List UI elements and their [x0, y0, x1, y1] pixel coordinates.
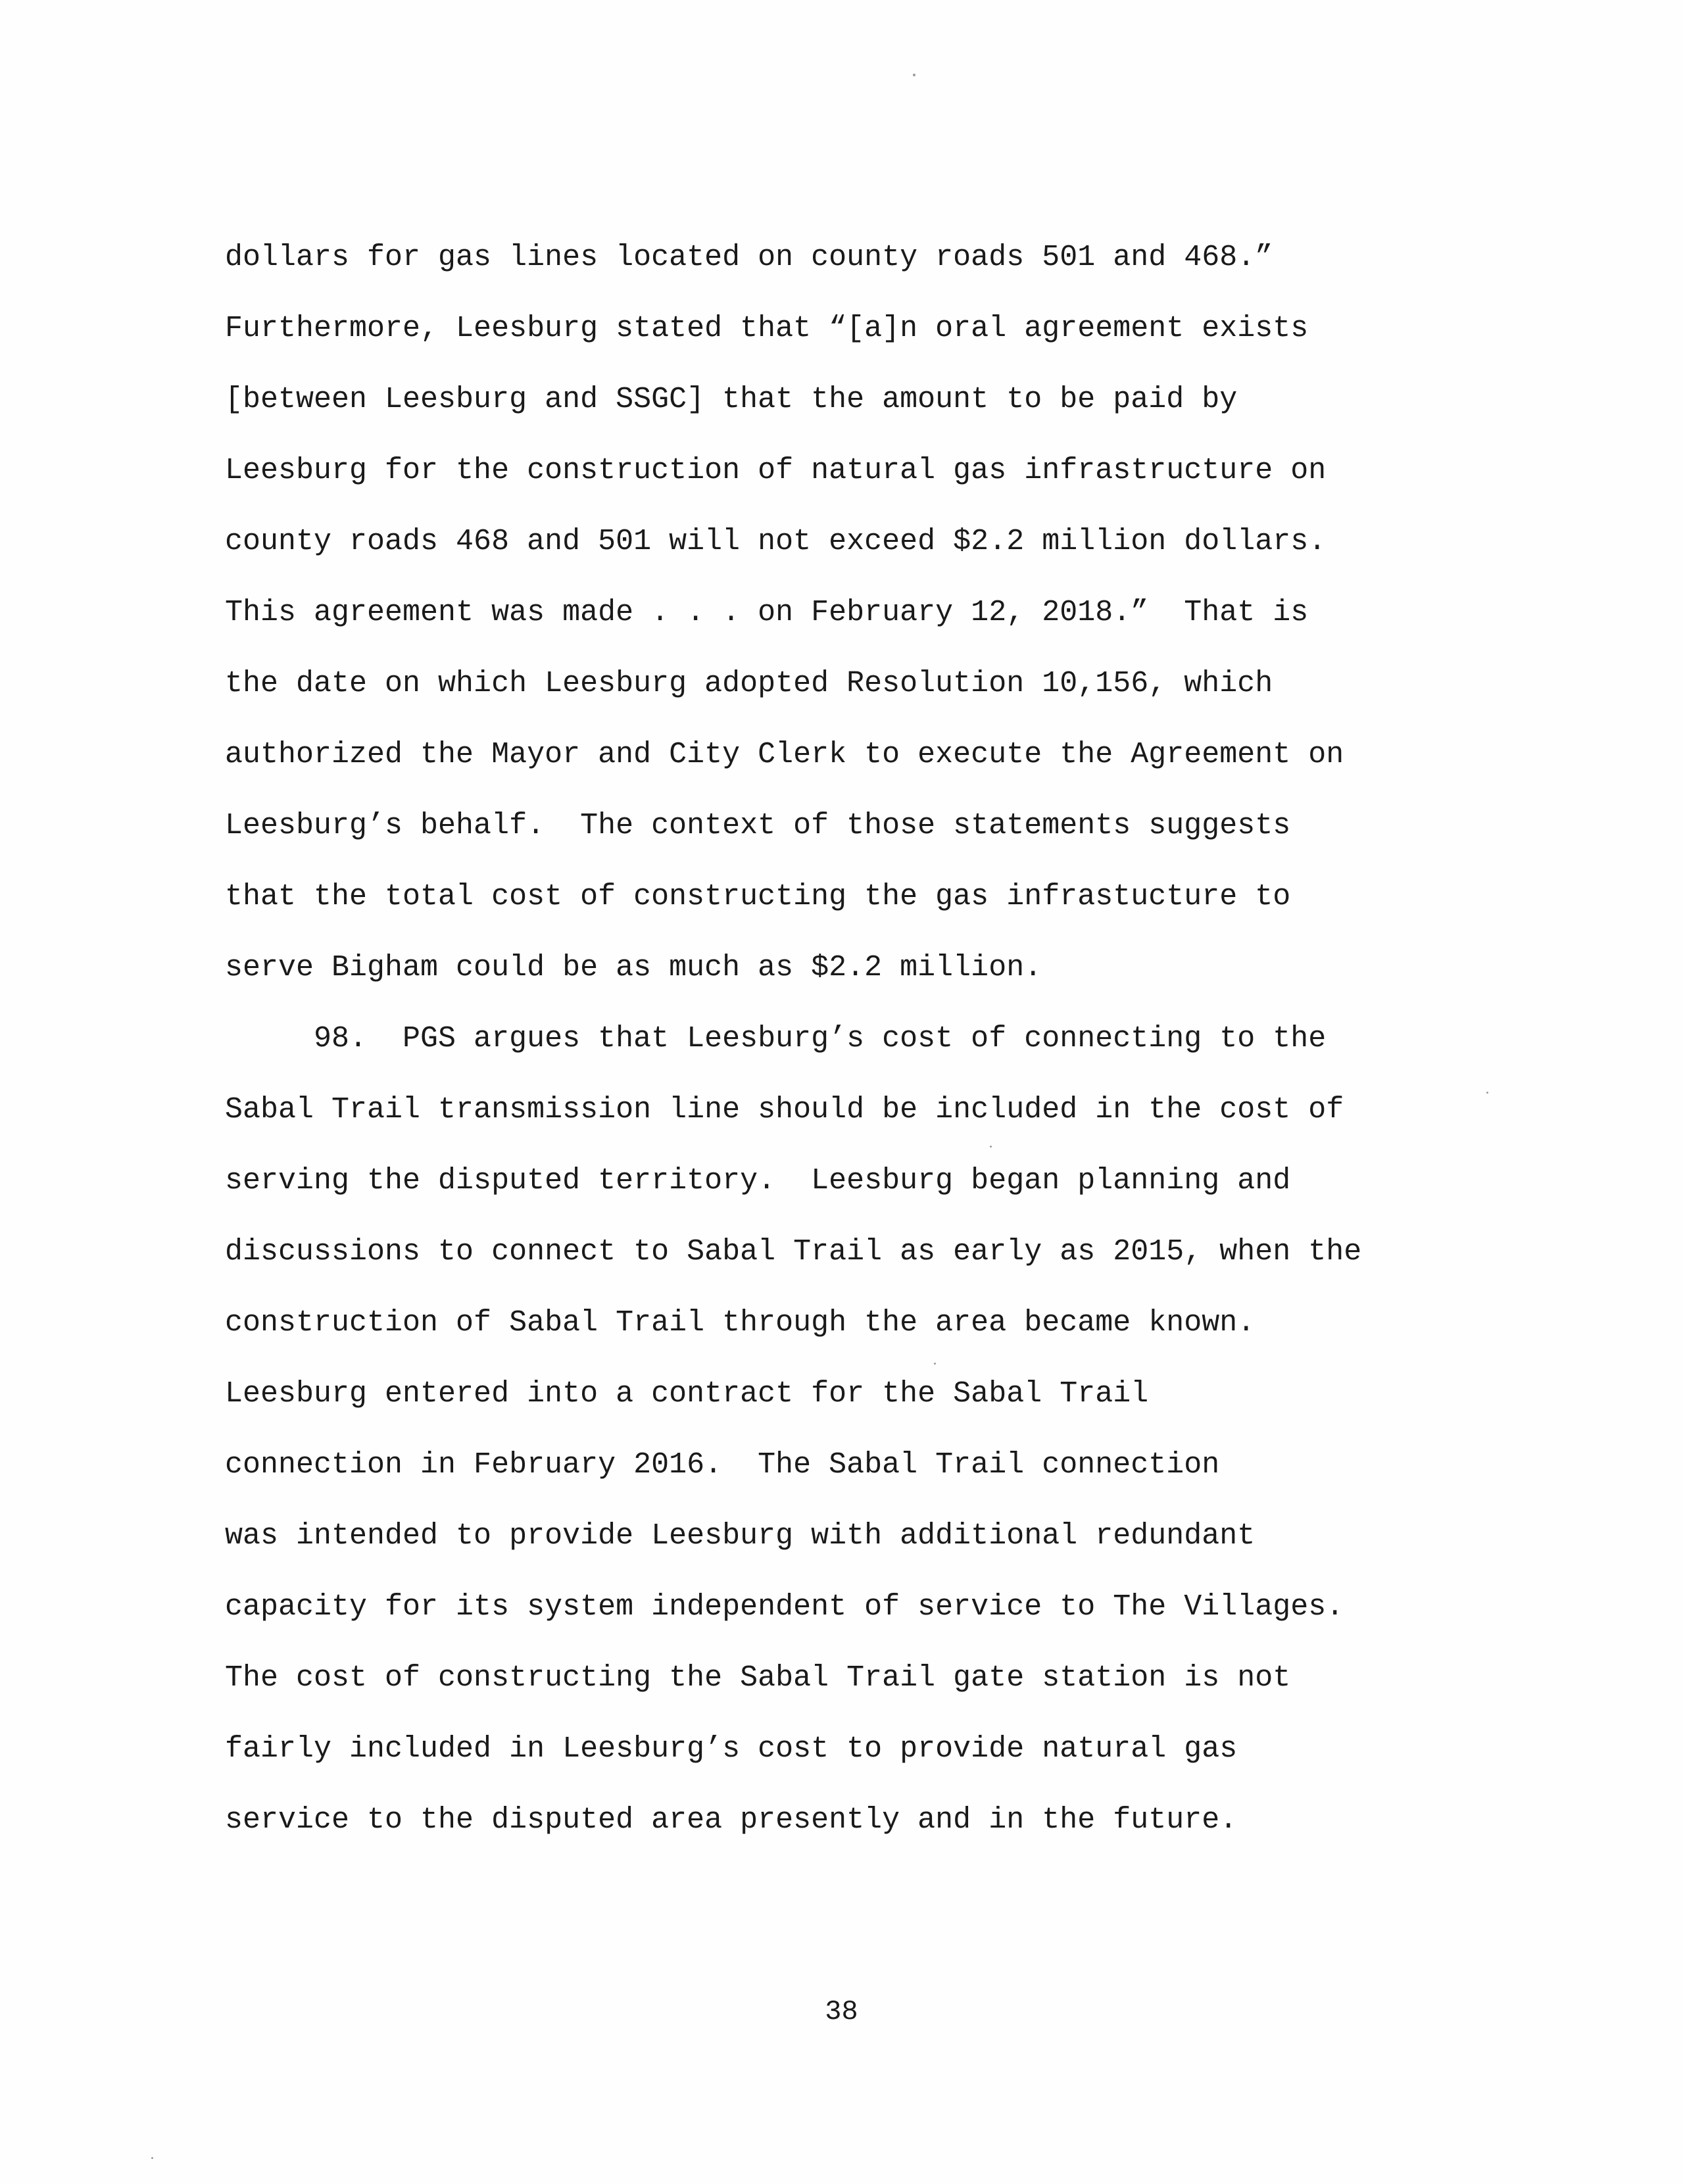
scan-speck — [990, 1146, 992, 1148]
text-line: county roads 468 and 501 will not exceed $2.2 million dollars. — [225, 525, 1327, 558]
text-line: discussions to connect to Sabal Trail as early as 2015, when the — [225, 1235, 1362, 1269]
text-line: Leesburg entered into a contract for the Sabal Trail — [225, 1377, 1149, 1411]
paragraph-98-first-line: 98. PGS argues that Leesburg’s cost of connecting to the — [225, 1022, 1327, 1056]
text-line: Leesburg’s behalf. The context of those statements suggests — [225, 809, 1291, 842]
scan-speck — [934, 1363, 936, 1365]
text-line: that the total cost of constructing the gas infrastucture to — [225, 880, 1291, 913]
text-line: was intended to provide Leesburg with additional redundant — [225, 1519, 1256, 1553]
text-line: The cost of constructing the Sabal Trail gate station is not — [225, 1661, 1291, 1695]
text-line: fairly included in Leesburg’s cost to provide natural gas — [225, 1732, 1238, 1766]
text-line: Furthermore, Leesburg stated that “[a]n oral agreement exists — [225, 312, 1309, 345]
text-line: serve Bigham could be as much as $2.2 million. — [225, 951, 1042, 984]
text-line: authorized the Mayor and City Clerk to execute the Agreement on — [225, 738, 1344, 771]
text-line: dollars for gas lines located on county roads 501 and 468.” — [225, 241, 1273, 274]
scan-speck — [151, 2157, 153, 2159]
text-line: service to the disputed area presently and in the future. — [225, 1803, 1238, 1837]
body-text — [225, 231, 1475, 1865]
text-line: Sabal Trail transmission line should be included in the cost of — [225, 1093, 1344, 1127]
text-line: [between Leesburg and SSGC] that the amount to be paid by — [225, 383, 1238, 416]
text-line: serving the disputed territory. Leesburg began planning and — [225, 1164, 1291, 1198]
text-line: Leesburg for the construction of natural gas infrastructure on — [225, 454, 1327, 487]
text-line: connection in February 2016. The Sabal Trail connection — [225, 1448, 1220, 1482]
scan-speck — [913, 74, 915, 76]
text-line: This agreement was made . . . on February 12, 2018.” That is — [225, 596, 1309, 629]
text-line: the date on which Leesburg adopted Resolution 10,156, which — [225, 667, 1273, 700]
text-line: construction of Sabal Trail through the area became known. — [225, 1306, 1256, 1340]
page-number: 38 — [825, 1996, 858, 2027]
scan-speck — [1486, 1092, 1488, 1094]
text-line: capacity for its system independent of service to The Villages. — [225, 1590, 1344, 1624]
